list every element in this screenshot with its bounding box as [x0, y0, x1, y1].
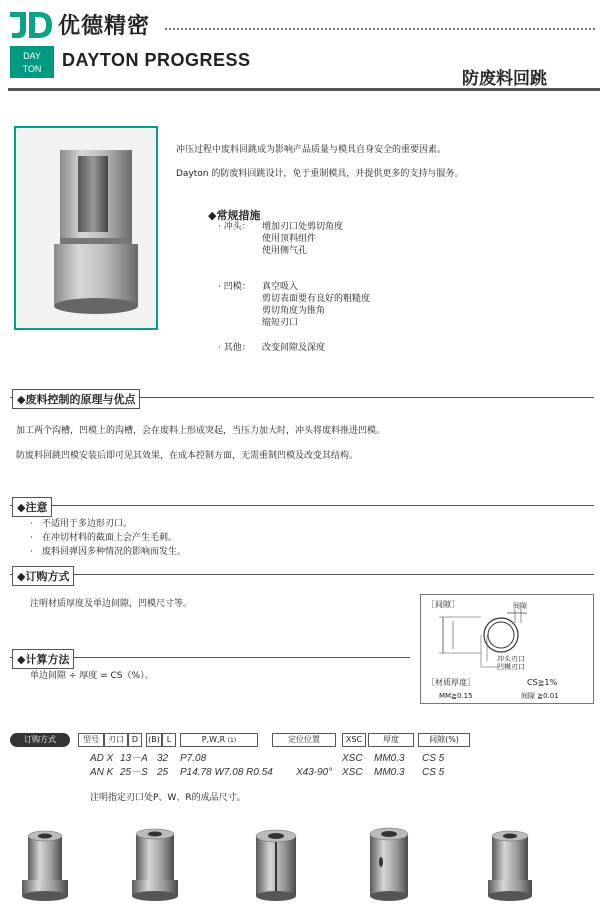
order-row-1-pwr: P7.08 [180, 753, 207, 764]
brand-english-name: DAYTON PROGRESS [62, 50, 251, 70]
dayton-logo [10, 46, 54, 78]
die-photo [14, 126, 158, 330]
product-4-icon [370, 828, 408, 901]
order-note: 注明指定刃口处P、W、R的成品尺寸。 [90, 793, 246, 803]
page-title: 防废料回跳 [462, 69, 547, 89]
caution-item-3: 废料回弹因多种情况的影响而发生。 [42, 547, 187, 557]
header-edge: 刃口 [104, 733, 128, 747]
caution-bullet-3: · [30, 547, 33, 557]
other-label: · 其他： [218, 343, 251, 353]
punch-item-2: 使用顶料组件 [262, 234, 317, 244]
header-divider [165, 28, 595, 30]
clearance-diagram [420, 594, 594, 704]
order-row-1-model: AD X [90, 753, 114, 764]
header-position: 定位位置 [272, 733, 336, 747]
die-item-2: 剪切表面要有良好的粗糙度 [262, 294, 371, 304]
intro-line-2: Dayton 的防废料回跳设计，免于重制模具，并提供更多的支持与服务。 [176, 169, 464, 179]
order-row-2-thickness: MM0.3 [374, 767, 405, 778]
header-b: (B) [146, 733, 162, 747]
principle-para-1: 加工两个沟槽，凹模上的沟槽，会在废料上形成突起，当压力加大时，冲头将废料推进凹模。 [16, 426, 386, 436]
ordering-text: 注明材质厚度及单边间隙，凹模尺寸等。 [30, 599, 193, 609]
order-row-2-d: 25 [157, 767, 169, 778]
principle-heading: ◆废料控制的原理与优点 [12, 389, 140, 409]
caution-item-2: 在冲切材料的截面上会产生毛刺。 [42, 533, 178, 543]
header-l: L [162, 733, 176, 747]
order-row-1-xsc: XSC [342, 753, 363, 764]
title-divider [8, 88, 600, 91]
diagram-cs-value: CS≧1% [527, 678, 558, 687]
die-item-3: 剪切角度为锥角 [262, 306, 326, 316]
brand-chinese-name: 优德精密 [58, 14, 151, 39]
caution-bullet-1: · [30, 519, 33, 529]
header-d: D [128, 733, 142, 747]
diagram-top-label: ［间隙］ [427, 600, 459, 609]
diagram-gap-value: 间隙 ≧0.01 [521, 692, 559, 700]
jd-logo-icon [8, 8, 54, 42]
order-row-2-clearance: CS 5 [422, 767, 445, 778]
product-5-icon [488, 831, 532, 901]
caution-heading: ◆注意 [12, 497, 52, 517]
header-model: 型号 [78, 733, 104, 747]
diagram-material-label: ［材质厚度］ [427, 678, 475, 687]
die-label: · 凹模： [218, 282, 251, 292]
order-row-2-model: AN K [90, 767, 114, 778]
header-pwr-note: (1) [227, 737, 237, 744]
dayton-logo-line2: TON [22, 64, 42, 74]
header-pwr-label: P,W,R [201, 735, 226, 744]
caution-rule [10, 505, 594, 506]
order-row-2-position: X43-90° [296, 767, 333, 778]
calc-text: 单边间隙 ÷ 厚度 = CS（%）。 [30, 671, 154, 681]
punch-item-1: 增加刃口处剪切角度 [262, 222, 344, 232]
die-bushing-image [16, 128, 156, 328]
order-row-1-clearance: CS 5 [422, 753, 445, 764]
die-item-1: 真空吸入 [262, 282, 299, 292]
principle-para-2: 防废料回跳凹模安装后即可见其效果，在成本控制方面，无需重制凹模及改变其结构。 [16, 451, 359, 461]
diagram-punch-label: 冲头刃口 [497, 655, 525, 663]
caution-item-1: 不适用于多边形刃口。 [42, 519, 133, 529]
order-code-label: 订购方式 [10, 733, 70, 747]
product-2-icon [132, 829, 178, 901]
product-photos [0, 822, 600, 904]
product-3-icon [256, 830, 296, 901]
ordering-rule [10, 574, 594, 575]
header-thickness: 厚度 [368, 733, 414, 747]
product-1-icon [22, 831, 68, 901]
calc-heading: ◆计算方法 [12, 649, 74, 669]
dayton-logo-line1: DAY [23, 51, 41, 61]
measures-title: ◆常规措施 [208, 209, 261, 222]
caution-bullet-2: · [30, 533, 33, 543]
header-clearance: 间隙(%) [418, 733, 470, 747]
other-text: 改变间隙及深度 [262, 343, 326, 353]
punch-label: · 冲头： [218, 222, 251, 232]
diagram-die-label: 凹模刃口 [497, 663, 525, 671]
punch-item-3: 使用侧气孔 [262, 246, 308, 256]
order-row-1-d: 32 [157, 753, 169, 764]
order-row-2-pwr: P14.78 W7.08 R0.54 [180, 767, 273, 778]
die-item-4: 缩短刃口 [262, 318, 299, 328]
ordering-heading: ◆订购方式 [12, 566, 74, 586]
order-row-2-xsc: XSC [342, 767, 363, 778]
intro-line-1: 冲压过程中废料回跳成为影响产品质量与模具自身安全的重要因素。 [176, 145, 447, 155]
diagram-mm-value: MM≧0.15 [439, 692, 473, 700]
diagram-gap-label: 间隙 [513, 602, 527, 610]
order-row-2-edge: 25－S [120, 767, 148, 778]
order-row-1-edge: 13－A [120, 753, 148, 764]
header-xsc: XSC [342, 733, 366, 747]
order-row-1-thickness: MM0.3 [374, 753, 405, 764]
header-pwr [180, 733, 258, 747]
